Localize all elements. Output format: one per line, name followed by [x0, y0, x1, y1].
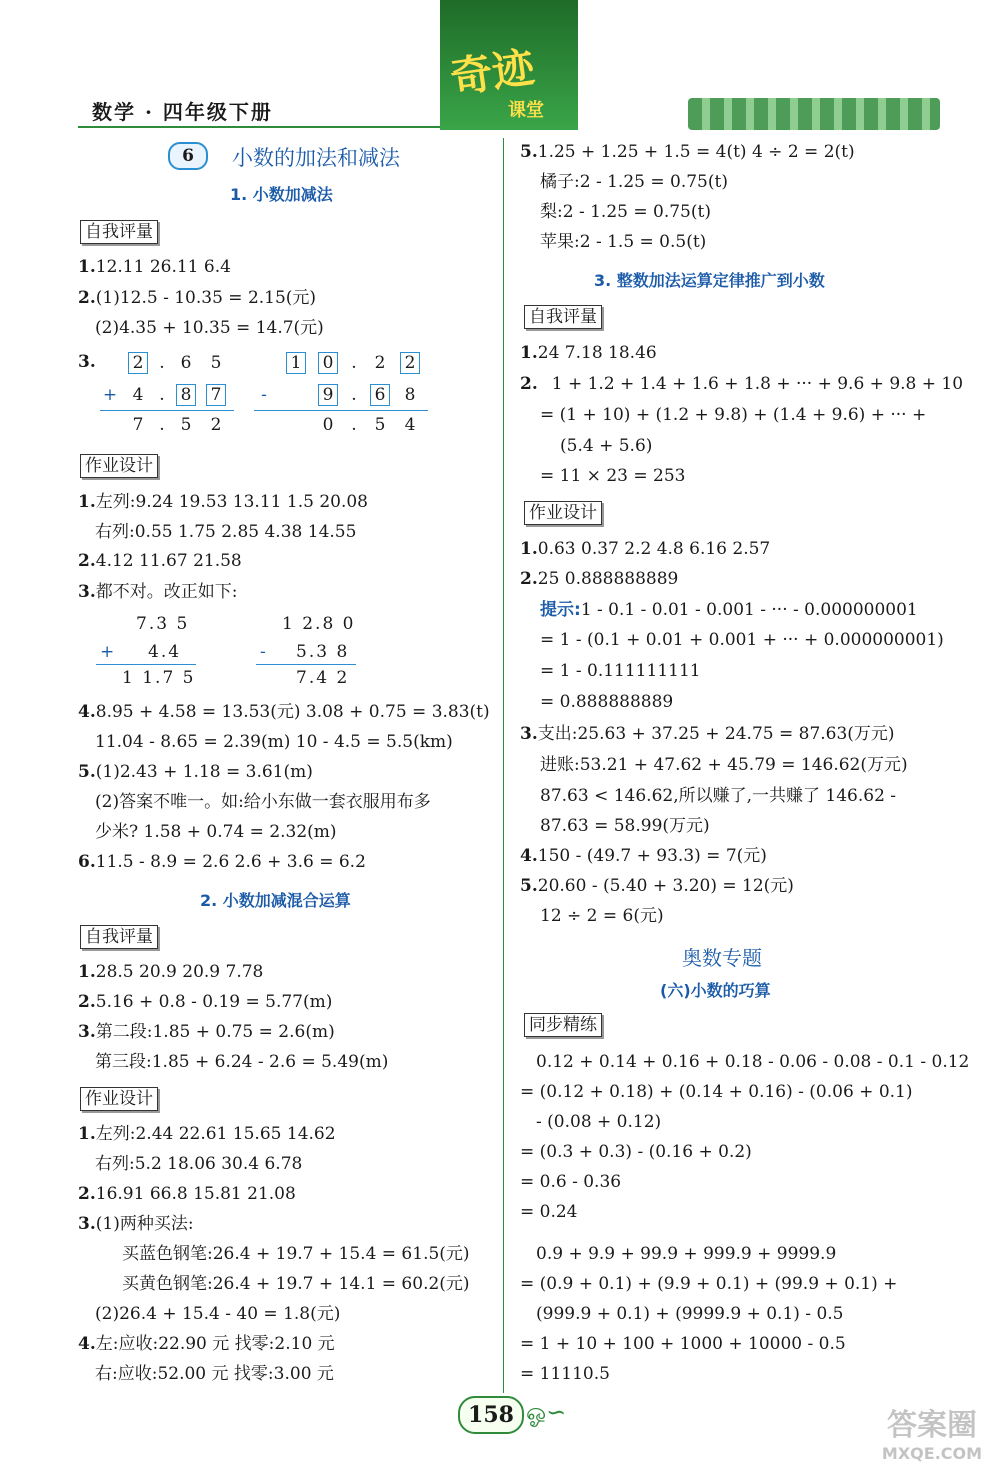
digit: 5 — [210, 353, 222, 373]
homework-label: 作业设计 — [524, 501, 602, 525]
self-eval-label: 自我评量 — [80, 925, 158, 949]
vertical-calc-2 — [254, 350, 434, 440]
calc-line: = (0.12 + 0.18) + (0.14 + 0.16) - (0.06 + 0.1) — [520, 1082, 913, 1102]
answer-line: 右:应收:52.00 元 找零:3.00 元 — [95, 1364, 334, 1384]
answer-line: 4.左:应收:22.90 元 找零:2.10 元 — [78, 1334, 335, 1354]
answer-line: 1.左列:9.24 19.53 13.11 1.5 20.08 — [78, 492, 368, 512]
answer-line: 2.25 0.888888889 — [520, 569, 679, 589]
answer-line: 买黄色钢笔:26.4 + 19.7 + 14.1 = 60.2(元) — [122, 1274, 470, 1294]
digit: . — [159, 415, 165, 435]
answer-line: 5.(1)2.43 + 1.18 = 3.61(m) — [78, 762, 313, 782]
digit: 2 — [132, 353, 144, 373]
section-title: 3. 整数加法运算定律推广到小数 — [594, 271, 825, 290]
self-eval-label: 自我评量 — [80, 220, 158, 244]
calc-row: 5.3 8 — [296, 642, 350, 662]
chapter-title: 小数的加法和减法 — [232, 146, 400, 170]
digit: 6 — [374, 385, 386, 405]
subject-title: 数学 · 四年级下册 — [92, 100, 273, 124]
digit: 2 — [210, 415, 222, 435]
answer-line: 第三段:1.85 + 6.24 - 2.6 = 5.49(m) — [95, 1052, 389, 1072]
page-header — [0, 0, 1000, 135]
answer-line: (5.4 + 5.6) — [560, 436, 653, 456]
digit: 0 — [322, 415, 334, 435]
olympiad-title: 奥数专题 — [682, 946, 762, 970]
column-divider — [503, 138, 504, 1393]
answer-line: 2.16.91 66.8 15.81 21.08 — [78, 1184, 296, 1204]
answer-line: = 1 - 0.111111111 — [540, 661, 701, 681]
answer-line: 5.20.60 - (5.40 + 3.20) = 12(元) — [520, 876, 794, 896]
calc-line: = 0.6 - 0.36 — [520, 1172, 622, 1192]
answer-line: (2)26.4 + 15.4 - 40 = 1.8(元) — [95, 1304, 341, 1324]
calc-row: 1 2.8 0 — [282, 614, 356, 634]
digit: 4 — [404, 415, 416, 435]
answer-line: 梨:2 - 1.25 = 0.75(t) — [540, 202, 711, 222]
answer-line: 进账:53.21 + 47.62 + 45.79 = 146.62(万元) — [540, 755, 908, 775]
operator: + — [102, 385, 118, 405]
answer-line: 12 ÷ 2 = 6(元) — [540, 906, 664, 926]
header-rule — [78, 126, 442, 128]
answer-line: 2. 1 + 1.2 + 1.4 + 1.6 + 1.8 + ··· + 9.6 + 9.8 + 10 — [520, 374, 964, 394]
answer-line: 1.24 7.18 18.46 — [520, 343, 657, 363]
watermark — [872, 1400, 992, 1480]
answer-line: = (1 + 10) + (1.2 + 9.8) + (1.4 + 9.6) + ··· + — [540, 405, 927, 425]
digit: 7 — [132, 415, 144, 435]
digit: 6 — [180, 353, 192, 373]
digit: . — [351, 353, 357, 373]
header-decoration — [688, 98, 940, 130]
section-title: 2. 小数加减混合运算 — [200, 891, 351, 910]
digit: 9 — [322, 385, 334, 405]
calc-line: - (0.08 + 0.12) — [536, 1112, 662, 1132]
digit: 8 — [404, 385, 416, 405]
calc-line: = (0.9 + 0.1) + (9.9 + 0.1) + (99.9 + 0.1) + — [520, 1274, 898, 1294]
calc-line: (999.9 + 0.1) + (9999.9 + 0.1) - 0.5 — [536, 1304, 844, 1324]
answer-line: 3.(1)两种买法: — [78, 1214, 194, 1234]
answer-line: 5.1.25 + 1.25 + 1.5 = 4(t) 4 ÷ 2 = 2(t) — [520, 142, 855, 162]
calc-line: = 1 + 10 + 100 + 1000 + 10000 - 0.5 — [520, 1334, 846, 1354]
answer-line: 右列:5.2 18.06 30.4 6.78 — [95, 1154, 303, 1174]
answer-line: 买蓝色钢笔:26.4 + 19.7 + 15.4 = 61.5(元) — [122, 1244, 470, 1264]
homework-label: 作业设计 — [80, 1087, 158, 1111]
calc-row: 1 1.7 5 — [122, 668, 196, 688]
answer-line: (2)4.35 + 10.35 = 14.7(元) — [95, 318, 324, 338]
answer-line: 87.63 = 58.99(万元) — [540, 816, 710, 836]
olympiad-subtitle: (六)小数的巧算 — [660, 981, 771, 1000]
logo-text: 奇迹 — [447, 42, 538, 103]
homework-label: 作业设计 — [80, 454, 158, 478]
watermark-text: 答案圈 — [887, 1408, 977, 1443]
difference-line — [254, 410, 428, 411]
digit: . — [159, 385, 165, 405]
digit: 5 — [374, 415, 386, 435]
answer-line: = 0.888888889 — [540, 692, 674, 712]
calc-row: 4.4 — [148, 642, 182, 662]
calc-line: = 0.24 — [520, 1202, 578, 1222]
calc-row: 7.4 2 — [296, 668, 350, 688]
sum-line — [100, 410, 234, 411]
answer-line: 2.4.12 11.67 21.58 — [78, 551, 242, 571]
answer-line: 苹果:2 - 1.5 = 0.5(t) — [540, 232, 707, 252]
hint-line: 提示:1 - 0.1 - 0.01 - 0.001 - ··· - 0.000000001 — [540, 600, 918, 620]
page-number — [458, 1396, 524, 1434]
question-number: 3. — [78, 352, 96, 372]
sync-practice-label: 同步精练 — [524, 1013, 602, 1037]
digit: 2 — [374, 353, 386, 373]
answer-line: 3.第二段:1.85 + 0.75 = 2.6(m) — [78, 1022, 335, 1042]
swirl-ornament-icon: ஓ∽ — [526, 1398, 567, 1426]
answer-line: 橘子:2 - 1.25 = 0.75(t) — [540, 172, 728, 192]
answer-line: 1.12.11 26.11 6.4 — [78, 257, 231, 277]
calc-line: = (0.3 + 0.3) - (0.16 + 0.2) — [520, 1142, 752, 1162]
corrected-calc-1 — [96, 612, 206, 692]
answer-line: = 1 - (0.1 + 0.01 + 0.001 + ··· + 0.000000001) — [540, 630, 944, 650]
watermark-domain: MXQE.COM — [881, 1444, 983, 1463]
answer-line: 少米? 1.58 + 0.74 = 2.32(m) — [95, 822, 337, 842]
section-title: 1. 小数加减法 — [230, 185, 333, 204]
chapter-number: 6 — [182, 146, 194, 166]
digit: 8 — [180, 385, 192, 405]
digit: . — [351, 385, 357, 405]
digit: 0 — [322, 353, 334, 373]
logo-block — [440, 0, 578, 130]
digit: 1 — [290, 353, 302, 373]
vertical-calc-1 — [100, 350, 240, 440]
answer-line: 3.支出:25.63 + 37.25 + 24.75 = 87.63(万元) — [520, 724, 895, 744]
answer-line: = 11 × 23 = 253 — [540, 466, 686, 486]
answer-line: 4.150 - (49.7 + 93.3) = 7(元) — [520, 846, 767, 866]
answer-line: 1.28.5 20.9 20.9 7.78 — [78, 962, 264, 982]
answer-line: 1.0.63 0.37 2.2 4.8 6.16 2.57 — [520, 539, 771, 559]
answer-line: 2.5.16 + 0.8 - 0.19 = 5.77(m) — [78, 992, 333, 1012]
digit: 2 — [404, 353, 416, 373]
sum-line — [96, 664, 196, 665]
hint-label: 提示: — [540, 600, 581, 620]
digit: . — [159, 353, 165, 373]
digit: 5 — [180, 415, 192, 435]
answer-line: 6.11.5 - 8.9 = 2.6 2.6 + 3.6 = 6.2 — [78, 852, 366, 872]
calc-line: 0.12 + 0.14 + 0.16 + 0.18 - 0.06 - 0.08 - 0.1 - 0.12 — [536, 1052, 970, 1072]
digit: . — [351, 415, 357, 435]
answer-line: 87.63 < 146.62,所以赚了,一共赚了 146.62 - — [540, 786, 897, 806]
operator: - — [260, 642, 266, 662]
calc-line: 0.9 + 9.9 + 99.9 + 999.9 + 9999.9 — [536, 1244, 837, 1264]
calc-row: 7.3 5 — [136, 614, 190, 634]
calc-line: = 11110.5 — [520, 1364, 610, 1384]
difference-line — [256, 664, 356, 665]
answer-line: 右列:0.55 1.75 2.85 4.38 14.55 — [95, 522, 357, 542]
corrected-calc-2 — [256, 612, 366, 692]
self-eval-label: 自我评量 — [524, 305, 602, 329]
operator: + — [100, 642, 115, 662]
operator: - — [261, 385, 267, 405]
answer-line: 2.(1)12.5 - 10.35 = 2.15(元) — [78, 288, 317, 308]
answer-line: 4.8.95 + 4.58 = 13.53(元) 3.08 + 0.75 = 3.83(t) — [78, 702, 490, 722]
logo-subtext: 课堂 — [508, 100, 544, 121]
answer-line: 11.04 - 8.65 = 2.39(m) 10 - 4.5 = 5.5(km) — [95, 732, 453, 752]
digit: 7 — [210, 385, 222, 405]
chapter-badge — [168, 142, 208, 170]
digit: 4 — [132, 385, 144, 405]
answer-line: 1.左列:2.44 22.61 15.65 14.62 — [78, 1124, 336, 1144]
page-number-text: 158 — [468, 1402, 514, 1428]
answer-line: 3.都不对。改正如下: — [78, 582, 238, 602]
answer-line: (2)答案不唯一。如:给小东做一套衣服用布多 — [95, 792, 431, 812]
